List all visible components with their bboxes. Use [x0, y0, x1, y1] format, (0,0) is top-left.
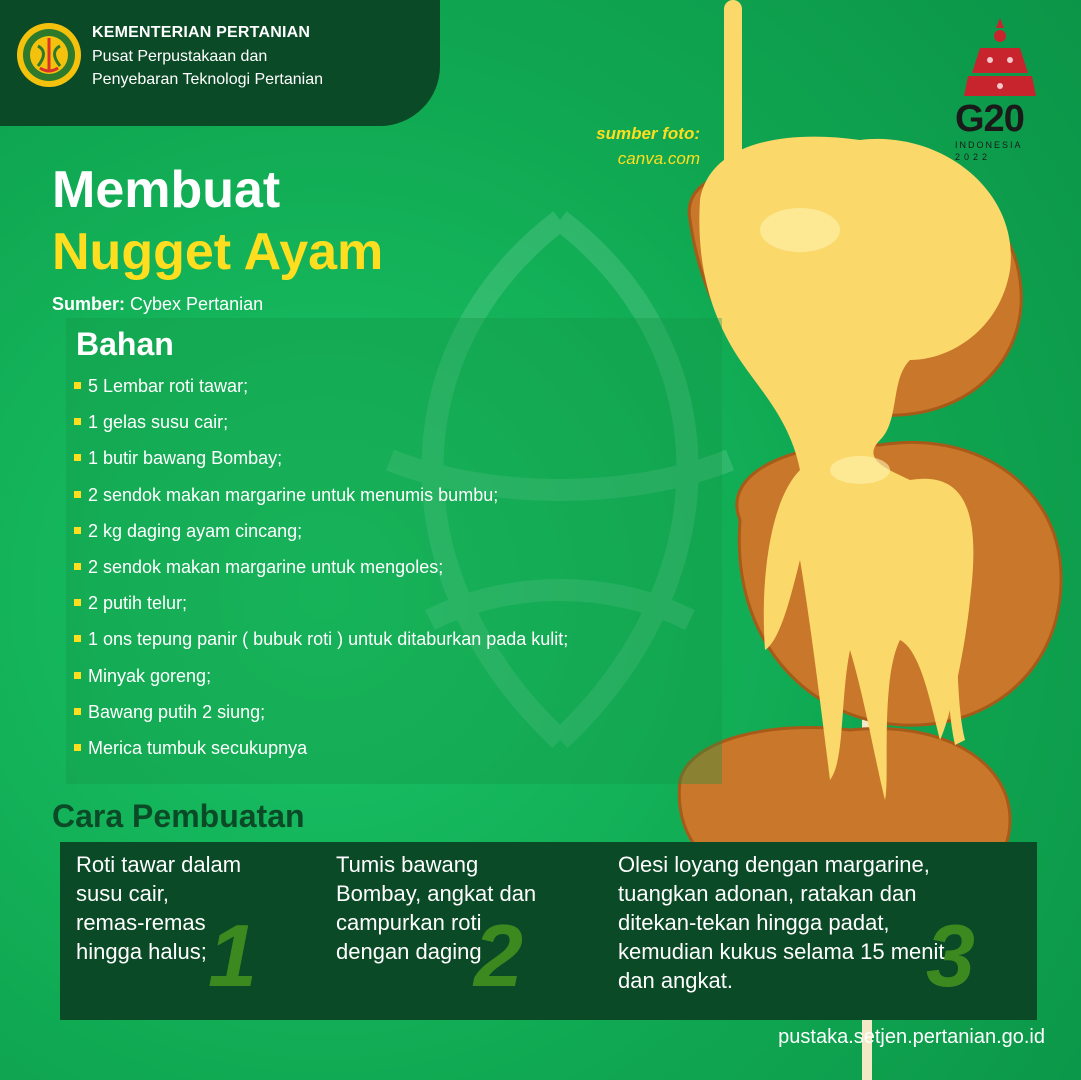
bullet-icon — [74, 599, 81, 606]
org-name: KEMENTERIAN PERTANIAN — [92, 24, 311, 41]
step-text-1 — [76, 850, 241, 966]
bullet-icon — [74, 491, 81, 498]
bullet-icon — [74, 382, 81, 389]
list-item — [74, 738, 568, 774]
step-number-2: 2 — [474, 906, 523, 1005]
list-item — [74, 521, 568, 557]
title-line2: Nugget Ayam — [52, 223, 384, 281]
photo-credit-source: canva.com — [617, 149, 700, 168]
ingredient-text: 1 butir bawang Bombay; — [88, 448, 283, 469]
step-text-3 — [618, 850, 945, 995]
list-item — [74, 485, 568, 521]
step-line: Bombay, angkat dan — [336, 881, 537, 906]
ingredients-heading: Bahan — [76, 326, 174, 362]
bullet-icon — [74, 744, 81, 751]
step-line: Olesi loyang dengan margarine, — [618, 852, 930, 877]
source-line — [52, 294, 263, 315]
ingredient-text: Merica tumbuk secukupnya — [88, 737, 308, 758]
kementan-logo — [16, 22, 82, 88]
ingredient-text: 2 sendok makan margarine untuk mengoles; — [88, 556, 444, 577]
list-item — [74, 702, 568, 738]
step-line: tuangkan adonan, ratakan dan — [618, 881, 917, 906]
ingredient-text: 5 Lembar roti tawar; — [88, 376, 249, 396]
list-item — [74, 629, 568, 665]
step-line: remas-remas — [76, 910, 206, 935]
g20-year: 2022 — [955, 152, 992, 162]
step-line: Tumis bawang — [336, 852, 479, 877]
ingredient-text: Bawang putih 2 siung; — [88, 701, 266, 722]
g20-country: INDONESIA — [955, 140, 1023, 150]
step-number-1: 1 — [208, 906, 257, 1005]
ingredients-list — [74, 376, 568, 774]
bullet-icon — [74, 672, 81, 679]
ingredient-text: 2 putih telur; — [88, 593, 188, 614]
bullet-icon — [74, 527, 81, 534]
list-item — [74, 557, 568, 593]
list-item — [74, 593, 568, 629]
step-line: susu cair, — [76, 881, 169, 906]
bullet-icon — [74, 563, 81, 570]
ingredient-text: 1 ons tepung panir ( bubuk roti ) untuk ditaburkan pada kulit; — [88, 629, 569, 650]
step-text-2 — [336, 850, 536, 966]
list-item — [74, 376, 568, 412]
org-subtitle-line2: Penyebaran Teknologi Pertanian — [92, 71, 323, 88]
method-heading: Cara Pembuatan — [52, 798, 305, 834]
step-line: kemudian kukus selama 15 menit — [618, 939, 945, 964]
step-line: campurkan roti — [336, 910, 482, 935]
bullet-icon — [74, 635, 81, 642]
photo-credit-label: sumber foto: — [596, 124, 700, 143]
list-item — [74, 666, 568, 702]
ingredient-text: 2 kg daging ayam cincang; — [88, 520, 303, 541]
bullet-icon — [74, 418, 81, 425]
list-item — [74, 448, 568, 484]
bullet-icon — [74, 708, 81, 715]
g20-wordmark: G20 — [955, 98, 1024, 140]
source-label: Sumber: — [52, 294, 126, 314]
step-line: hingga halus; — [76, 939, 207, 964]
step-line: Roti tawar dalam — [76, 852, 242, 877]
ingredient-text: 1 gelas susu cair; — [88, 412, 229, 433]
step-number-3: 3 — [926, 906, 975, 1005]
bullet-icon — [74, 454, 81, 461]
list-item — [74, 412, 568, 448]
title-line1: Membuat — [52, 161, 281, 219]
step-line: ditekan-tekan hingga padat, — [618, 910, 890, 935]
footer-url: pustaka.setjen.pertanian.go.id — [778, 1026, 1045, 1048]
org-subtitle-line1: Pusat Perpustakaan dan — [92, 48, 268, 65]
step-line: dan angkat. — [618, 968, 733, 993]
ingredient-text: Minyak goreng; — [88, 665, 212, 686]
step-line: dengan daging — [336, 939, 482, 964]
ingredient-text: 2 sendok makan margarine untuk menumis bumbu; — [88, 484, 499, 505]
source-value: Cybex Pertanian — [130, 294, 264, 314]
header-banner — [0, 0, 440, 126]
